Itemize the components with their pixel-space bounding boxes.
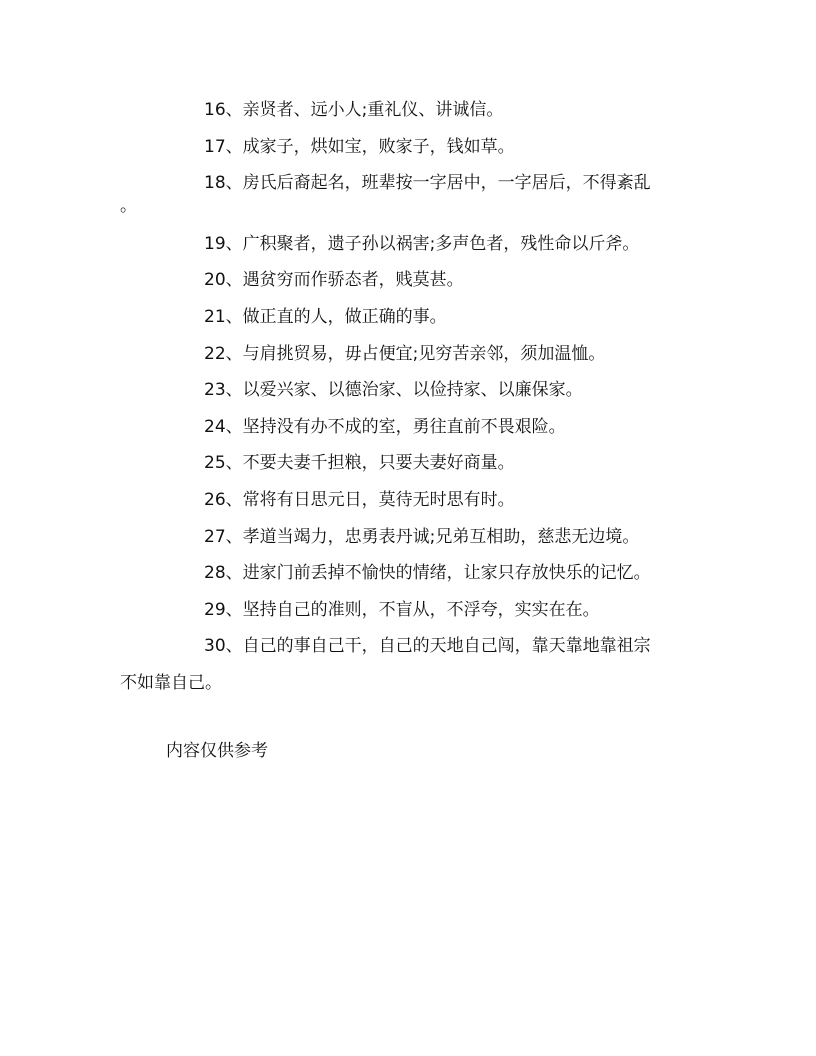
list-item-20: 20、遇贫穷而作骄态者，贱莫甚。 xyxy=(204,270,464,291)
document-body xyxy=(120,92,720,702)
list-item-29: 29、坚持自己的准则，不盲从，不浮夸，实实在在。 xyxy=(204,599,600,620)
footer-note: 内容仅供参考 xyxy=(166,741,268,761)
list-item-25: 25、不要夫妻千担粮，只要夫妻好商量。 xyxy=(204,453,515,474)
list-item-28: 28、进家门前丢掉不愉快的情绪，让家只存放快乐的记忆。 xyxy=(204,563,651,584)
list-item-21: 21、做正直的人，做正确的事。 xyxy=(204,306,447,327)
list-item-27: 27、孝道当竭力，忠勇表丹诚;兄弟互相助，慈悲无边境。 xyxy=(204,526,640,547)
list-item-19: 19、广积聚者，遗子孙以祸害;多声色者，残性命以斤斧。 xyxy=(204,233,640,254)
list-item-18: 18、房氏后裔起名，班辈按一字居中，一字居后，不得紊乱 xyxy=(204,173,651,194)
list-item-16: 16、亲贤者、远小人;重礼仪、讲诚信。 xyxy=(204,100,504,120)
list-item-18-continuation: 。 xyxy=(120,195,137,216)
list-item-17: 17、成家子，烘如宝，败家子，钱如草。 xyxy=(204,136,515,157)
list-item-24: 24、坚持没有办不成的室，勇往直前不畏艰险。 xyxy=(204,416,566,437)
list-item-23: 23、以爱兴家、以德治家、以俭持家、以廉保家。 xyxy=(204,380,583,401)
list-item-26: 26、常将有日思元日，莫待无时思有时。 xyxy=(204,489,515,510)
list-item-22: 22、与肩挑贸易，毋占便宜;见穷苦亲邻，须加温恤。 xyxy=(204,343,606,364)
list-item-30: 30、自己的事自己干，自己的天地自己闯，靠天靠地靠祖宗 xyxy=(204,636,651,657)
list-item-30-continuation: 不如靠自己。 xyxy=(120,672,222,693)
